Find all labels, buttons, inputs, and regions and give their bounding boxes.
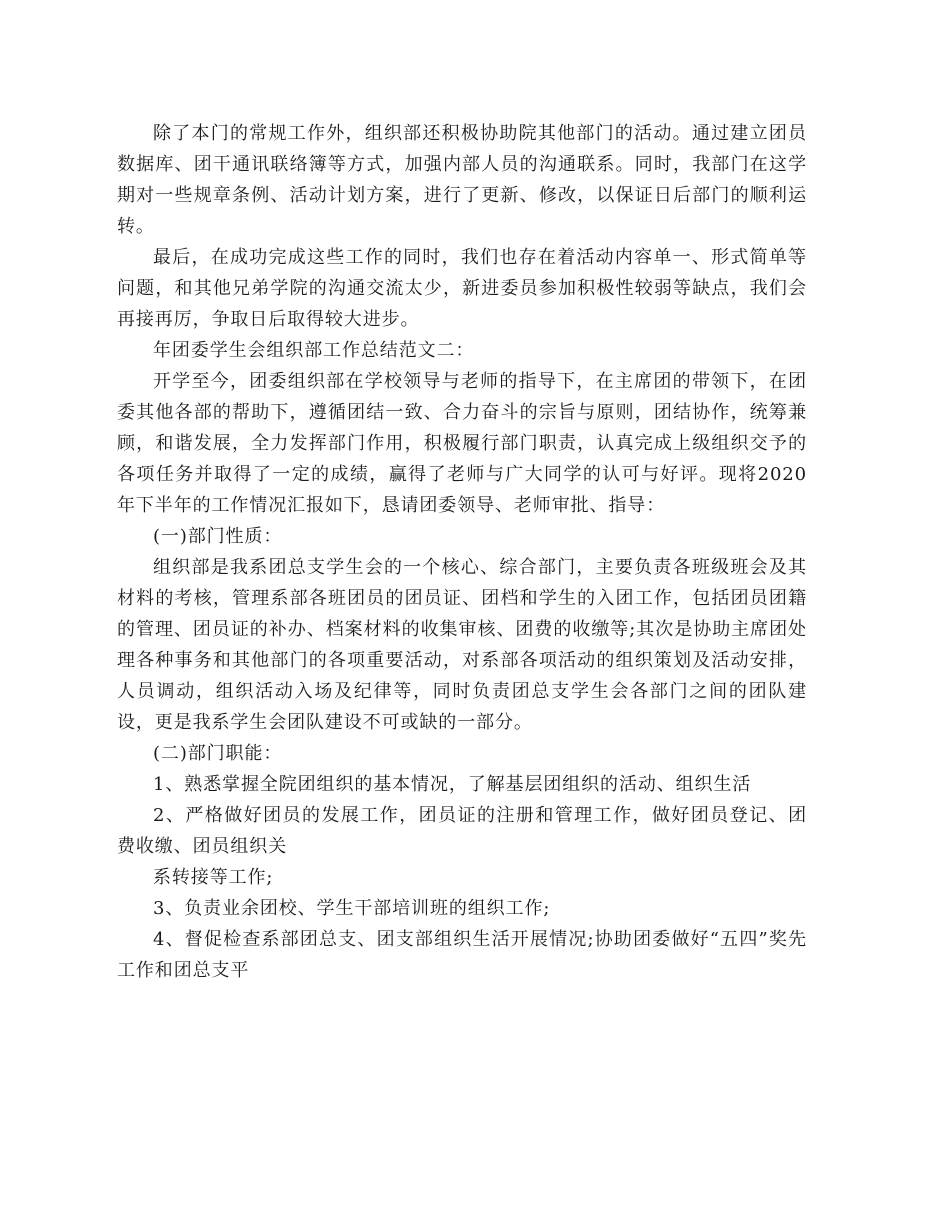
list-item-2-continued: 系转接等工作; <box>153 867 274 888</box>
subheading-department-nature: (一)部门性质： <box>153 526 283 547</box>
list-item-2: 2、严格做好团员的发展工作，团员证的注册和管理工作，做好团员登记、团费收缴、团员组织关 <box>117 805 807 857</box>
paragraph-2: 最后，在成功完成这些工作的同时，我们也存在着活动内容单一、形式简单等问题，和其他兄弟学院的沟通交流太少，新进委员参加积极性较弱等缺点，我们会再接再厉，争取日后取得较大进步。 <box>117 247 807 330</box>
paragraph-1: 除了本门的常规工作外，组织部还积极协助院其他部门的活动。通过建立团员数据库、团干通讯联络簿等方式，加强内部人员的沟通联系。同时，我部门在这学期对一些规章条例、活动计划方案，进行了更新、修改，以保证日后部门的顺利运转。 <box>117 123 807 237</box>
paragraph-4: 组织部是我系团总支学生会的一个核心、综合部门，主要负责各班级班会及其材料的考核，管理系部各班团员的团员证、团档和学生的入团工作，包括团员团籍的管理、团员证的补办、档案材料的收集审核、团费的收缴等;其次是协助主席团处理各种事务和其他部门的各项重要活动，对系部各项活动的组织策划及活动安排，人员调动，组织活动入场及纪律等，同时负责团总支学生会各部门之间的团队建设，更是我系学生会团队建设不可或缺的一部分。 <box>117 557 807 733</box>
list-item-1: 1、熟悉掌握全院团组织的基本情况，了解基层团组织的活动、组织生活 <box>153 774 752 795</box>
list-item-4: 4、督促检查系部团总支、团支部组织生活开展情况;协助团委做好“五四”奖先工作和团总支平 <box>117 929 807 981</box>
section-heading-fanwen-2: 年团委学生会组织部工作总结范文二： <box>153 340 475 361</box>
list-item-3: 3、负责业余团校、学生干部培训班的组织工作; <box>153 898 551 919</box>
document-body <box>117 118 807 986</box>
paragraph-3: 开学至今，团委组织部在学校领导与老师的指导下，在主席团的带领下，在团委其他各部的帮助下，遵循团结一致、合力奋斗的宗旨与原则，团结协作，统筹兼顾，和谐发展，全力发挥部门作用，积极履行部门职责，认真完成上级组织交予的各项任务并取得了一定的成绩，赢得了老师与广大同学的认可与好评。现将2020年下半年的工作情况汇报如下，恳请团委领导、老师审批、指导： <box>117 371 807 516</box>
subheading-department-functions: (二)部门职能： <box>153 743 283 764</box>
